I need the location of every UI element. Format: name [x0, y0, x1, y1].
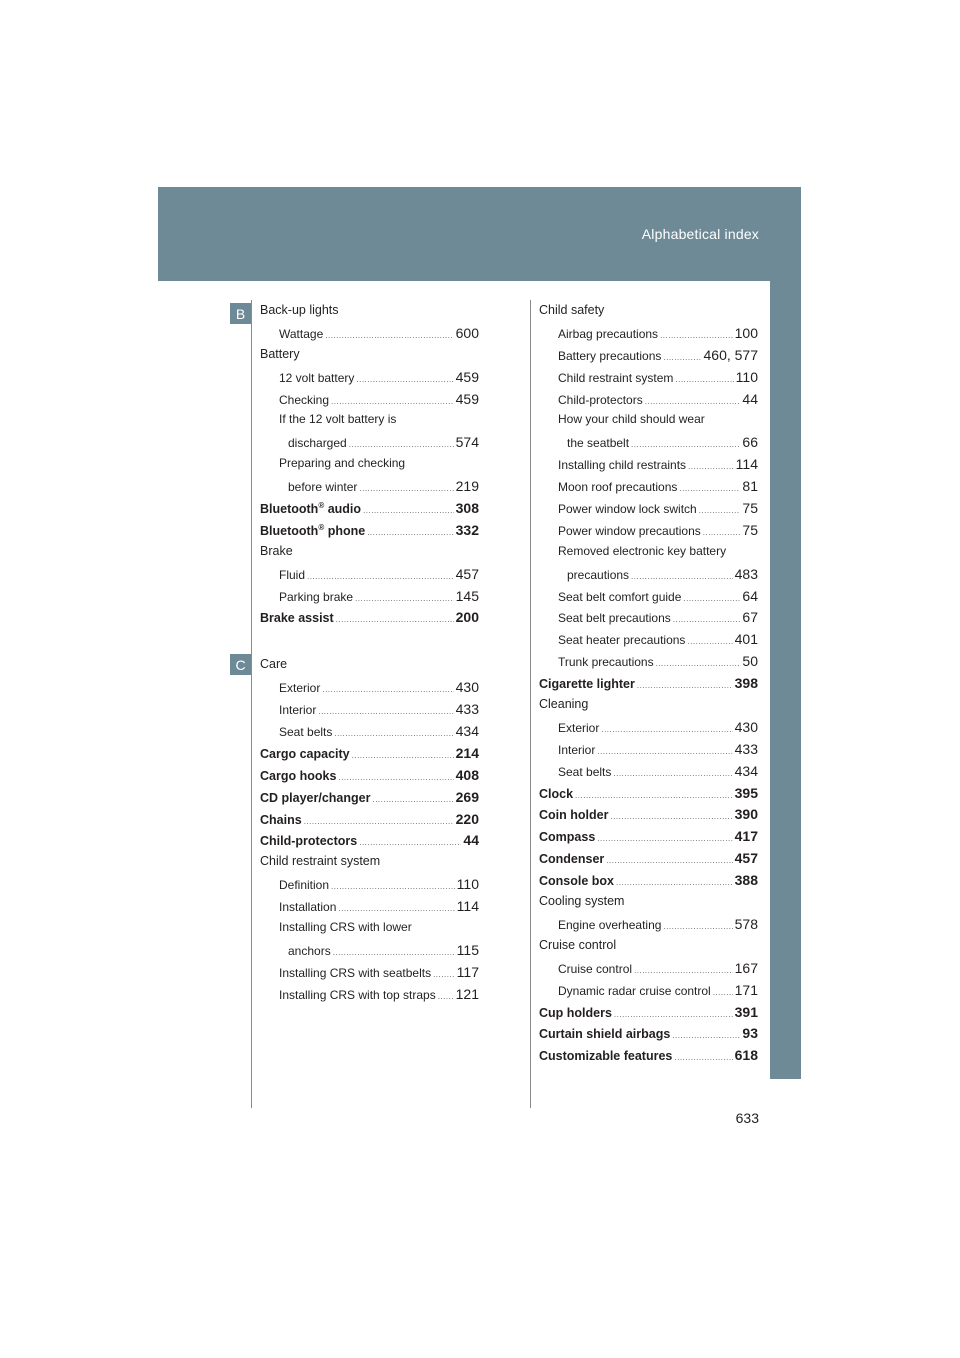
index-entry[interactable] — [539, 850, 758, 872]
index-entry[interactable] — [539, 916, 758, 938]
index-entry[interactable] — [539, 828, 758, 850]
dot-leader — [703, 528, 741, 537]
dot-leader — [338, 773, 453, 782]
section-letter-b: B — [230, 303, 251, 324]
index-entry-label: anchors — [288, 943, 331, 958]
index-entry-label: Seat belt precautions — [558, 611, 671, 626]
index-entry-label: Child-protectors — [558, 392, 643, 407]
page-reference[interactable]: 457 — [455, 565, 479, 582]
dot-leader — [438, 992, 454, 1001]
index-entry-label: discharged — [288, 436, 347, 451]
index-entry[interactable] — [539, 500, 758, 522]
index-entry[interactable] — [260, 876, 479, 898]
index-entry[interactable] — [260, 566, 479, 588]
page-reference[interactable]: 44 — [742, 390, 758, 407]
page-number: 633 — [735, 1110, 759, 1126]
index-entry-label: Cooling system — [539, 894, 625, 909]
index-entry[interactable] — [539, 347, 758, 369]
page-reference[interactable]: 417 — [734, 828, 758, 845]
index-entry-label: Seat belt comfort guide — [558, 589, 682, 604]
index-entry[interactable] — [539, 982, 758, 1004]
index-entry[interactable] — [260, 522, 479, 544]
index-entry-label: Cruise control — [558, 961, 633, 976]
index-entry[interactable] — [539, 1004, 758, 1026]
index-column-left — [260, 303, 479, 1008]
page-reference[interactable]: 434 — [734, 762, 758, 779]
page-reference[interactable]: 115 — [456, 941, 479, 958]
index-entry-label: Coin holder — [539, 808, 609, 823]
page-reference[interactable]: 434 — [455, 723, 479, 740]
index-entry[interactable] — [539, 478, 758, 500]
page-reference[interactable]: 618 — [734, 1047, 758, 1064]
page-reference[interactable]: 459 — [455, 368, 479, 385]
index-entry-label: Power window lock switch — [558, 502, 697, 517]
page-reference[interactable]: 44 — [463, 832, 479, 849]
index-entry[interactable] — [539, 434, 758, 456]
dot-leader — [675, 375, 733, 384]
dot-leader — [606, 856, 732, 865]
index-entry[interactable] — [539, 325, 758, 347]
index-entry[interactable] — [260, 832, 479, 854]
page-reference[interactable]: 600 — [455, 324, 479, 341]
index-entry-label: Bluetooth® phone — [260, 522, 366, 538]
index-entry-label: Console box — [539, 874, 615, 889]
index-entry[interactable] — [260, 811, 479, 833]
index-entry[interactable] — [539, 719, 758, 741]
index-entry-label: Power window precautions — [558, 523, 701, 538]
index-entry-label: Installing child restraints — [558, 458, 687, 473]
index-entry[interactable] — [260, 369, 479, 391]
dot-leader — [318, 707, 453, 716]
page-reference[interactable]: 121 — [455, 985, 479, 1002]
index-entry-label: Removed electronic key battery — [558, 543, 727, 558]
index-entry-label: Trunk precautions — [558, 655, 654, 670]
page-reference[interactable]: 483 — [734, 565, 758, 582]
index-entry-label: CD player/changer — [260, 790, 371, 805]
index-entry[interactable] — [260, 701, 479, 723]
dot-leader — [610, 812, 732, 821]
index-entry — [260, 920, 479, 942]
page-reference[interactable]: 401 — [734, 631, 758, 648]
page-reference[interactable]: 67 — [742, 609, 758, 626]
index-entry-label: Clock — [539, 786, 574, 801]
header-band — [158, 187, 801, 281]
dot-leader — [616, 878, 733, 887]
dot-leader — [672, 1031, 740, 1040]
index-entry[interactable] — [539, 456, 758, 478]
dot-leader — [597, 834, 732, 843]
index-entry-label: Fluid — [279, 567, 306, 582]
dot-leader — [575, 791, 733, 800]
page-reference[interactable]: 398 — [734, 675, 758, 692]
index-entry[interactable] — [260, 679, 479, 701]
index-entry-label: If the 12 volt battery is — [279, 412, 397, 427]
index-entry-label: Battery precautions — [558, 348, 662, 363]
index-entry-label: Seat heater precautions — [558, 633, 686, 648]
index-entry-label: Condenser — [539, 852, 605, 867]
dot-leader — [331, 397, 454, 406]
page-reference[interactable]: 100 — [734, 324, 758, 341]
page-reference[interactable]: 50 — [742, 653, 758, 670]
column-divider-left — [251, 300, 252, 1108]
page-reference[interactable]: 219 — [455, 478, 479, 495]
index-entry[interactable] — [260, 986, 479, 1008]
dot-leader — [433, 970, 455, 979]
index-entry-label: Exterior — [279, 681, 321, 696]
dot-leader — [372, 795, 453, 804]
page-reference[interactable]: 220 — [455, 810, 479, 827]
index-entry-label: Battery — [260, 346, 300, 361]
column-divider-right — [530, 300, 531, 1108]
dot-leader — [688, 462, 734, 471]
index-entry[interactable] — [260, 391, 479, 413]
dot-leader — [359, 484, 453, 493]
page-reference[interactable]: 167 — [734, 959, 758, 976]
index-entry[interactable] — [539, 872, 758, 894]
index-entry-label: Brake assist — [260, 611, 334, 626]
index-entry[interactable] — [260, 964, 479, 986]
index-entry-label: Chains — [260, 812, 302, 827]
index-entry-label: Cargo hooks — [260, 768, 337, 783]
index-entry — [260, 544, 479, 566]
section-letter-c: C — [230, 654, 251, 675]
index-entry — [539, 697, 758, 719]
dot-leader — [349, 440, 454, 449]
index-entry-label: Bluetooth® audio — [260, 500, 362, 517]
index-entry[interactable] — [539, 391, 758, 413]
index-entry[interactable] — [260, 325, 479, 347]
index-entry-label: Installing CRS with top straps — [279, 987, 436, 1002]
index-entry[interactable] — [260, 609, 479, 631]
index-entry-label: Cigarette lighter — [539, 677, 635, 692]
index-entry — [260, 412, 479, 434]
page-reference[interactable]: 308 — [455, 500, 479, 517]
index-entry[interactable] — [539, 785, 758, 807]
dot-leader — [656, 659, 741, 668]
page-reference[interactable]: 460, 577 — [703, 346, 758, 363]
dot-leader — [322, 685, 453, 694]
dot-leader — [699, 506, 741, 515]
index-entry[interactable] — [539, 741, 758, 763]
dot-leader — [683, 594, 740, 603]
page-reference[interactable]: 269 — [455, 788, 479, 805]
index-entry[interactable] — [539, 960, 758, 982]
dot-leader — [614, 1010, 733, 1019]
page-reference[interactable]: 430 — [734, 718, 758, 735]
page-reference[interactable]: 388 — [734, 872, 758, 889]
dot-leader — [601, 725, 732, 734]
index-entry[interactable] — [260, 942, 479, 964]
index-entry-label: Cup holders — [539, 1005, 612, 1020]
index-entry[interactable] — [539, 631, 758, 653]
page-reference[interactable]: 93 — [742, 1025, 758, 1042]
page-reference[interactable]: 433 — [734, 740, 758, 757]
index-entry — [539, 894, 758, 916]
index-entry-label: Back-up lights — [260, 303, 339, 317]
dot-leader — [645, 397, 741, 406]
index-entry-label: Moon roof precautions — [558, 480, 678, 495]
dot-leader — [352, 751, 454, 760]
dot-leader — [631, 572, 733, 581]
page-reference[interactable]: 200 — [455, 609, 479, 626]
index-entry[interactable] — [260, 898, 479, 920]
dot-leader — [597, 747, 732, 756]
index-entry-label: the seatbelt — [567, 436, 630, 451]
page-reference[interactable]: 81 — [742, 478, 758, 495]
index-entry-label: Installing CRS with lower — [279, 920, 412, 935]
section-gap — [260, 631, 479, 657]
index-entry-label: before winter — [288, 480, 358, 495]
index-entry-label: Child safety — [539, 303, 605, 317]
index-entry — [539, 938, 758, 960]
page-reference[interactable]: 114 — [456, 898, 479, 915]
page-reference[interactable]: 145 — [455, 587, 479, 604]
dot-leader — [356, 375, 453, 384]
dot-leader — [713, 988, 733, 997]
dot-leader — [359, 838, 461, 847]
index-entry-label: Interior — [558, 742, 596, 757]
index-entry[interactable] — [260, 789, 479, 811]
index-entry — [260, 854, 479, 876]
page-reference[interactable]: 408 — [455, 766, 479, 783]
page-reference[interactable]: 459 — [455, 390, 479, 407]
dot-leader — [325, 331, 453, 340]
dot-leader — [637, 681, 733, 690]
index-entry-label: Engine overheating — [558, 917, 662, 932]
page-reference[interactable]: 332 — [455, 521, 479, 538]
index-entry[interactable] — [260, 478, 479, 500]
index-entry — [539, 412, 758, 434]
page-reference[interactable]: 214 — [455, 744, 479, 761]
index-entry[interactable] — [260, 434, 479, 456]
index-entry-label: Interior — [279, 703, 317, 718]
index-entry-label: Parking brake — [279, 589, 354, 604]
dot-leader — [355, 594, 454, 603]
index-entry[interactable] — [539, 566, 758, 588]
dot-leader — [333, 948, 455, 957]
index-entry-label: Exterior — [558, 720, 600, 735]
index-entry-label: Cleaning — [539, 697, 589, 712]
index-entry[interactable] — [539, 588, 758, 610]
dot-leader — [631, 440, 740, 449]
index-entry-label: Child restraint system — [558, 370, 674, 385]
page-reference[interactable]: 430 — [455, 679, 479, 696]
index-column-right — [539, 303, 758, 1069]
dot-leader — [674, 1053, 732, 1062]
dot-leader — [331, 882, 455, 891]
dot-leader — [679, 484, 740, 493]
index-entry[interactable] — [260, 588, 479, 610]
page-reference[interactable]: 64 — [742, 587, 758, 604]
page-reference[interactable]: 574 — [455, 434, 479, 451]
index-entry-label: Care — [260, 657, 288, 672]
index-entry-label: precautions — [567, 567, 630, 582]
page-reference[interactable]: 578 — [734, 915, 758, 932]
index-entry — [260, 657, 479, 679]
registered-mark: ® — [318, 500, 325, 510]
index-entry-label: Customizable features — [539, 1049, 673, 1064]
page-reference[interactable]: 75 — [742, 521, 758, 538]
index-entry-label: Seat belts — [558, 764, 612, 779]
page-reference[interactable]: 171 — [734, 981, 758, 998]
index-entry[interactable] — [539, 369, 758, 391]
index-entry-label: Preparing and checking — [279, 456, 406, 471]
page-reference[interactable]: 110 — [456, 876, 479, 893]
index-entry-label: Cargo capacity — [260, 746, 350, 761]
dot-leader — [307, 572, 454, 581]
page-reference[interactable]: 114 — [735, 456, 758, 473]
index-entry-label: Seat belts — [279, 725, 333, 740]
dot-leader — [687, 637, 732, 646]
index-entry[interactable] — [539, 1025, 758, 1047]
page-reference[interactable]: 395 — [734, 784, 758, 801]
side-thumb-tab — [770, 281, 801, 1079]
dot-leader — [334, 729, 453, 738]
index-entry[interactable] — [539, 653, 758, 675]
index-entry[interactable] — [539, 763, 758, 785]
page-reference[interactable]: 390 — [734, 806, 758, 823]
page-reference[interactable]: 75 — [742, 500, 758, 517]
index-entry-label: Installation — [279, 900, 337, 915]
index-entry-label: Curtain shield airbags — [539, 1027, 671, 1042]
index-entry-label: Cruise control — [539, 937, 617, 952]
index-entry[interactable] — [260, 767, 479, 789]
dot-leader — [367, 528, 453, 537]
dot-leader — [363, 506, 454, 515]
index-entry-label: Checking — [279, 392, 330, 407]
dot-leader — [660, 331, 733, 340]
index-entry-label: Compass — [539, 830, 596, 845]
page-reference[interactable]: 66 — [742, 434, 758, 451]
index-entry[interactable] — [539, 806, 758, 828]
index-entry[interactable] — [539, 522, 758, 544]
index-entry — [260, 347, 479, 369]
index-entry — [260, 456, 479, 478]
dot-leader — [663, 353, 701, 362]
page-reference[interactable]: 391 — [734, 1003, 758, 1020]
index-entry[interactable] — [539, 1047, 758, 1069]
dot-leader — [613, 769, 732, 778]
page-reference[interactable]: 457 — [734, 850, 758, 867]
dot-leader — [634, 966, 733, 975]
index-entry[interactable] — [260, 723, 479, 745]
page-reference[interactable]: 117 — [456, 963, 479, 980]
index-entry[interactable] — [539, 609, 758, 631]
index-entry-label: Brake — [260, 543, 293, 558]
registered-mark: ® — [318, 522, 325, 532]
index-entry-label: Definition — [279, 878, 330, 893]
index-entry[interactable] — [260, 500, 479, 522]
dot-leader — [304, 817, 454, 826]
page-reference[interactable]: 110 — [735, 368, 758, 385]
index-entry-label: How your child should wear — [558, 412, 705, 427]
index-entry — [539, 303, 758, 325]
index-entry-label: Child restraint system — [260, 854, 381, 869]
index-entry[interactable] — [539, 675, 758, 697]
page-reference[interactable]: 433 — [455, 701, 479, 718]
dot-leader — [663, 922, 732, 931]
index-entry-label: 12 volt battery — [279, 370, 355, 385]
index-entry-label: Child-protectors — [260, 834, 358, 849]
dot-leader — [336, 615, 454, 624]
index-entry-label: Airbag precautions — [558, 326, 659, 341]
dot-leader — [673, 615, 741, 624]
index-entry-label: Dynamic radar cruise control — [558, 983, 711, 998]
dot-leader — [338, 904, 454, 913]
index-entry — [539, 544, 758, 566]
index-entry-label: Installing CRS with seatbelts — [279, 965, 432, 980]
index-entry-label: Wattage — [279, 326, 324, 341]
page-title: Alphabetical index — [641, 226, 759, 242]
index-entry[interactable] — [260, 745, 479, 767]
index-entry — [260, 303, 479, 325]
